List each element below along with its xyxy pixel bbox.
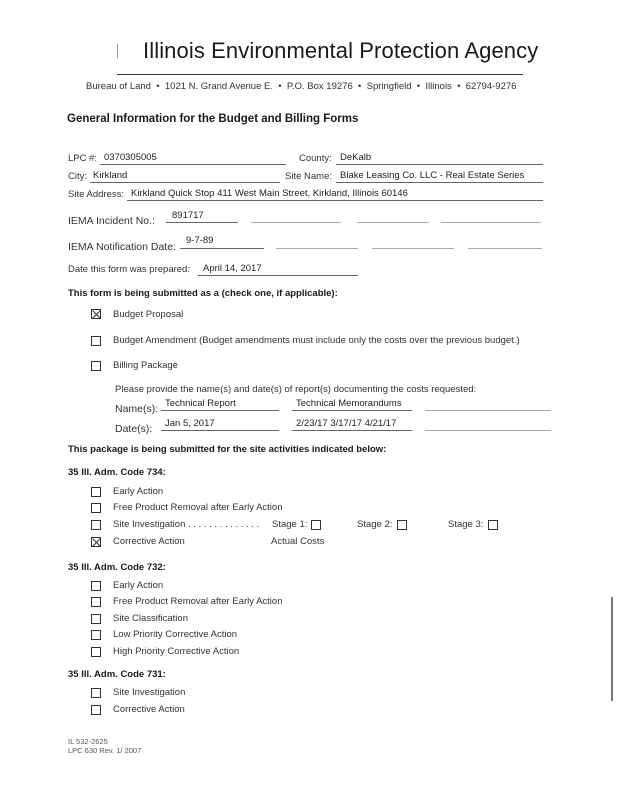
iema-notification-blank-2: [372, 248, 454, 249]
stage3-label: Stage 3:: [448, 519, 484, 530]
iema-incident-blank-3: [441, 222, 541, 223]
report-name-3-underline: [425, 410, 551, 411]
address-bureau: Bureau of Land: [86, 81, 151, 92]
date-prepared-value[interactable]: April 14, 2017: [203, 263, 262, 274]
site-name-label: Site Name:: [285, 171, 332, 182]
stage1-label: Stage 1:: [272, 519, 308, 530]
site-address-value[interactable]: Kirkland Quick Stop 411 West Main Street, Kirkland, Illinois 60146: [131, 188, 408, 199]
code734-free-product-checkbox[interactable]: [91, 503, 101, 513]
reports-instruction: Please provide the name(s) and date(s) of report(s) documenting the costs requested:: [115, 384, 477, 395]
iema-notification-label: IEMA Notification Date:: [68, 241, 176, 253]
lpc-underline: [100, 164, 286, 165]
code731-corrective-action-checkbox[interactable]: [91, 705, 101, 715]
county-label: County:: [299, 153, 332, 164]
code734-early-action-checkbox[interactable]: [91, 487, 101, 497]
code732-site-classification-checkbox[interactable]: [91, 614, 101, 624]
report-date-2[interactable]: 2/23/17 3/17/17 4/21/17: [296, 418, 397, 429]
code732-high-priority-label: High Priority Corrective Action: [113, 646, 240, 657]
code734-site-investigation-checkbox[interactable]: [91, 520, 101, 530]
code734-free-product-label: Free Product Removal after Early Action: [113, 502, 283, 513]
scan-edge-mark: [611, 597, 613, 701]
code731-site-investigation-checkbox[interactable]: [91, 688, 101, 698]
iema-incident-underline: [166, 222, 238, 223]
code732-low-priority-checkbox[interactable]: [91, 630, 101, 640]
report-date-3-underline: [425, 430, 551, 431]
lpc-label: LPC #:: [68, 153, 98, 164]
code731-site-investigation-label: Site Investigation: [113, 687, 186, 698]
code734-corrective-action-label: Corrective Action: [113, 536, 185, 547]
report-name-2[interactable]: Technical Memorandums: [296, 398, 402, 409]
iema-incident-label: IEMA Incident No.:: [68, 215, 155, 227]
agency-address: Bureau of Land • 1021 N. Grand Avenue E. • P.O. Box 19276 • Springfield • Illinois • 62794-9276: [86, 81, 517, 92]
address-state: Illinois: [425, 81, 452, 92]
code732-early-action-checkbox[interactable]: [91, 581, 101, 591]
code731-title: 35 Ill. Adm. Code 731:: [68, 669, 166, 680]
report-date-2-underline: [292, 430, 412, 431]
budget-proposal-checkbox[interactable]: [91, 309, 101, 319]
activities-heading: This package is being submitted for the site activities indicated below:: [68, 444, 387, 455]
iema-incident-value[interactable]: 891717: [172, 210, 204, 221]
form-title: General Information for the Budget and Billing Forms: [67, 113, 359, 125]
stage2-label: Stage 2:: [357, 519, 393, 530]
agency-title: Illinois Environmental Protection Agency: [143, 38, 539, 63]
date-prepared-label: Date this form was prepared:: [68, 264, 190, 275]
code732-free-product-checkbox[interactable]: [91, 597, 101, 607]
address-po-box: P.O. Box 19276: [286, 81, 353, 92]
code731-corrective-action-label: Corrective Action: [113, 704, 185, 715]
code732-title: 35 Ill. Adm. Code 732:: [68, 562, 166, 573]
iema-notification-blank-1: [276, 248, 358, 249]
county-value[interactable]: DeKalb: [340, 152, 372, 163]
lpc-value[interactable]: 0370305005: [104, 152, 157, 163]
code732-early-action-label: Early Action: [113, 580, 164, 591]
submission-heading: This form is being submitted as a (check one, if applicable):: [68, 288, 338, 299]
stage1-checkbox[interactable]: [311, 520, 321, 530]
form-revision: LPC 630 Rev. 1/ 2007: [68, 746, 142, 755]
site-address-label: Site Address:: [68, 189, 124, 200]
header-rule: [117, 74, 523, 75]
report-date-1-underline: [161, 430, 279, 431]
code732-high-priority-checkbox[interactable]: [91, 647, 101, 657]
names-label: Name(s):: [115, 403, 159, 415]
code732-site-classification-label: Site Classification: [113, 613, 188, 624]
code732-low-priority-label: Low Priority Corrective Action: [113, 629, 238, 640]
stage3-checkbox[interactable]: [488, 520, 498, 530]
report-name-1[interactable]: Technical Report: [165, 398, 236, 409]
iema-notification-value[interactable]: 9-7-89: [186, 235, 214, 246]
scan-mark: [117, 44, 118, 58]
report-name-1-underline: [161, 410, 279, 411]
code734-title: 35 Ill. Adm. Code 734:: [68, 467, 166, 478]
budget-amendment-label: Budget Amendment (Budget amendments must include only the costs over the previous budget.): [113, 335, 520, 346]
code734-corrective-action-checkbox[interactable]: [91, 537, 101, 547]
actual-costs-label: Actual Costs: [271, 536, 325, 547]
code732-free-product-label: Free Product Removal after Early Action: [113, 596, 283, 607]
county-underline: [336, 164, 543, 165]
address-zip: 62794-9276: [465, 81, 517, 92]
budget-amendment-checkbox[interactable]: [91, 336, 101, 346]
dates-label: Date(s):: [115, 423, 153, 435]
billing-package-checkbox[interactable]: [91, 361, 101, 371]
site-name-value[interactable]: Blake Leasing Co. LLC - Real Estate Series: [340, 170, 525, 181]
budget-proposal-label: Budget Proposal: [113, 309, 184, 320]
city-value[interactable]: Kirkland: [93, 170, 128, 181]
site-address-underline: [127, 200, 543, 201]
billing-package-label: Billing Package: [113, 360, 178, 371]
iema-incident-blank-2: [357, 222, 429, 223]
report-date-1[interactable]: Jan 5, 2017: [165, 418, 215, 429]
form-code: IL 532-2625: [68, 737, 108, 746]
address-street: 1021 N. Grand Avenue E.: [164, 81, 273, 92]
iema-incident-blank-1: [251, 222, 341, 223]
report-name-2-underline: [292, 410, 412, 411]
date-prepared-underline: [198, 275, 358, 276]
site-name-underline: [336, 182, 543, 183]
iema-notification-underline: [180, 248, 264, 249]
city-underline: [90, 182, 280, 183]
code734-early-action-label: Early Action: [113, 486, 164, 497]
stage2-checkbox[interactable]: [397, 520, 407, 530]
code734-site-investigation-label: Site Investigation . . . . . . . . . . . . . .: [113, 519, 260, 530]
address-city: Springfield: [366, 81, 412, 92]
city-label: City:: [68, 171, 87, 182]
iema-notification-blank-3: [468, 248, 542, 249]
